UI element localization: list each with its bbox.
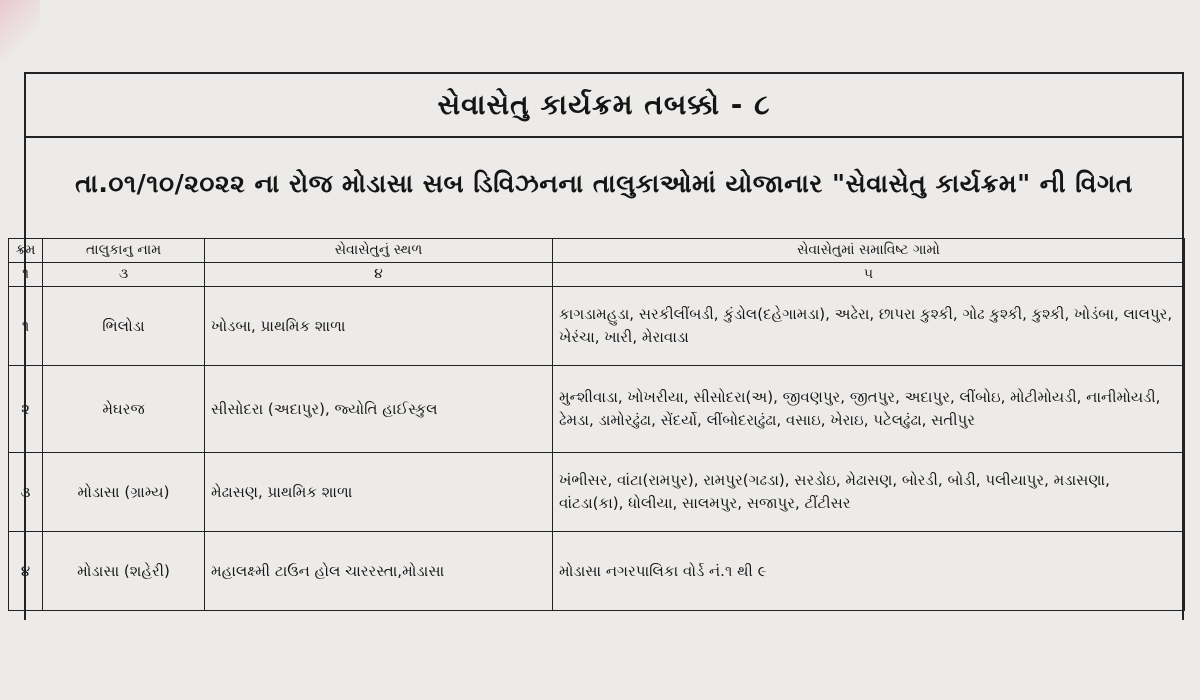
document-subtitle: તા.૦૧/૧૦/૨૦૨૨ ના રોજ મોડાસા સબ ડિવિઝનના તાલુકાઓમાં યોજાનાર "સેવાસેતુ કાર્યક્રમ" ની વિગત bbox=[75, 169, 1133, 198]
cell-taluka: મેઘરજ bbox=[43, 366, 205, 453]
cell-villages: કાગડામહુડા, સરકીલીંબડી, કુંડોલ(દહેગામડા), અઢેરા, છાપરા કુશ્કી, ગોઢ કુશ્કી, કુશ્કી, ખોડંબા, લાલપુર, ખેરંચા, ખારી, મેરાવાડા bbox=[553, 287, 1185, 366]
cell-venue: મેઢાસણ, પ્રાથમિક શાળા bbox=[205, 453, 553, 532]
cell-venue: સીસોદરા (અદાપુર), જ્યોતિ હાઈસ્કુલ bbox=[205, 366, 553, 453]
cell-sr: ૪ bbox=[9, 532, 43, 611]
schedule-table bbox=[8, 238, 1185, 611]
cell-taluka: મોડાસા (શહેરી) bbox=[43, 532, 205, 611]
header-villages: સેવાસેતુમાં સમાવિષ્ટ ગામો bbox=[553, 239, 1185, 263]
column-number: ૩ bbox=[43, 263, 205, 287]
cell-taluka: ભિલોડા bbox=[43, 287, 205, 366]
cell-sr: ૨ bbox=[9, 366, 43, 453]
cell-villages: મુન્શીવાડા, ખોખરીયા, સીસોદરા(અ), જીવણપુર, જીતપુર, અદાપુર, લીંબોઇ, મોટીમોયડી, નાનીમોયડી, ઢેમડા, ડામોરઢુંઢા, સેંદર્યો, લીંબોદરાઢુંઢા, વસાઇ, ખેરાઇ, પટેલઢુંઢા, સતીપુર bbox=[553, 366, 1185, 453]
document-sheet bbox=[15, 72, 1184, 620]
column-number-row bbox=[9, 263, 1185, 287]
paper-corner-tint bbox=[0, 0, 40, 60]
document-title: સેવાસેતુ કાર્યક્રમ તબક્કો - ૮ bbox=[26, 74, 1182, 138]
table-row bbox=[9, 287, 1185, 366]
column-number: ૫ bbox=[553, 263, 1185, 287]
cell-venue: મહાલક્ષ્મી ટાઉન હોલ ચારરસ્તા,મોડાસા bbox=[205, 532, 553, 611]
table-row bbox=[9, 532, 1185, 611]
cell-taluka: મોડાસા (ગ્રામ્ય) bbox=[43, 453, 205, 532]
column-number: ૧ bbox=[9, 263, 43, 287]
header-venue: સેવાસેતુનું સ્થળ bbox=[205, 239, 553, 263]
column-number: ૪ bbox=[205, 263, 553, 287]
header-taluka: તાલુકાનુ નામ bbox=[43, 239, 205, 263]
cell-sr: ૩ bbox=[9, 453, 43, 532]
cell-sr: ૧ bbox=[9, 287, 43, 366]
header-sr: ક્રમ bbox=[9, 239, 43, 263]
cell-villages: ખંભીસર, વાંટા(રામપુર), રામપુર(ગઢડા), સરડોઇ, મેઢાસણ, બોરડી, બોડી, પલીયાપુર, મડાસણા, વાંટડા(કા), ધોલીયા, સાલમપુર, સજાપુર, ટીંટીસર bbox=[553, 453, 1185, 532]
cell-villages: મોડાસા નગરપાલિકા વોર્ડ નં.૧ થી ૯ bbox=[553, 532, 1185, 611]
cell-venue: ખોડબા, પ્રાથમિક શાળા bbox=[205, 287, 553, 366]
table-row bbox=[9, 366, 1185, 453]
table-header-row bbox=[9, 239, 1185, 263]
table-row bbox=[9, 453, 1185, 532]
